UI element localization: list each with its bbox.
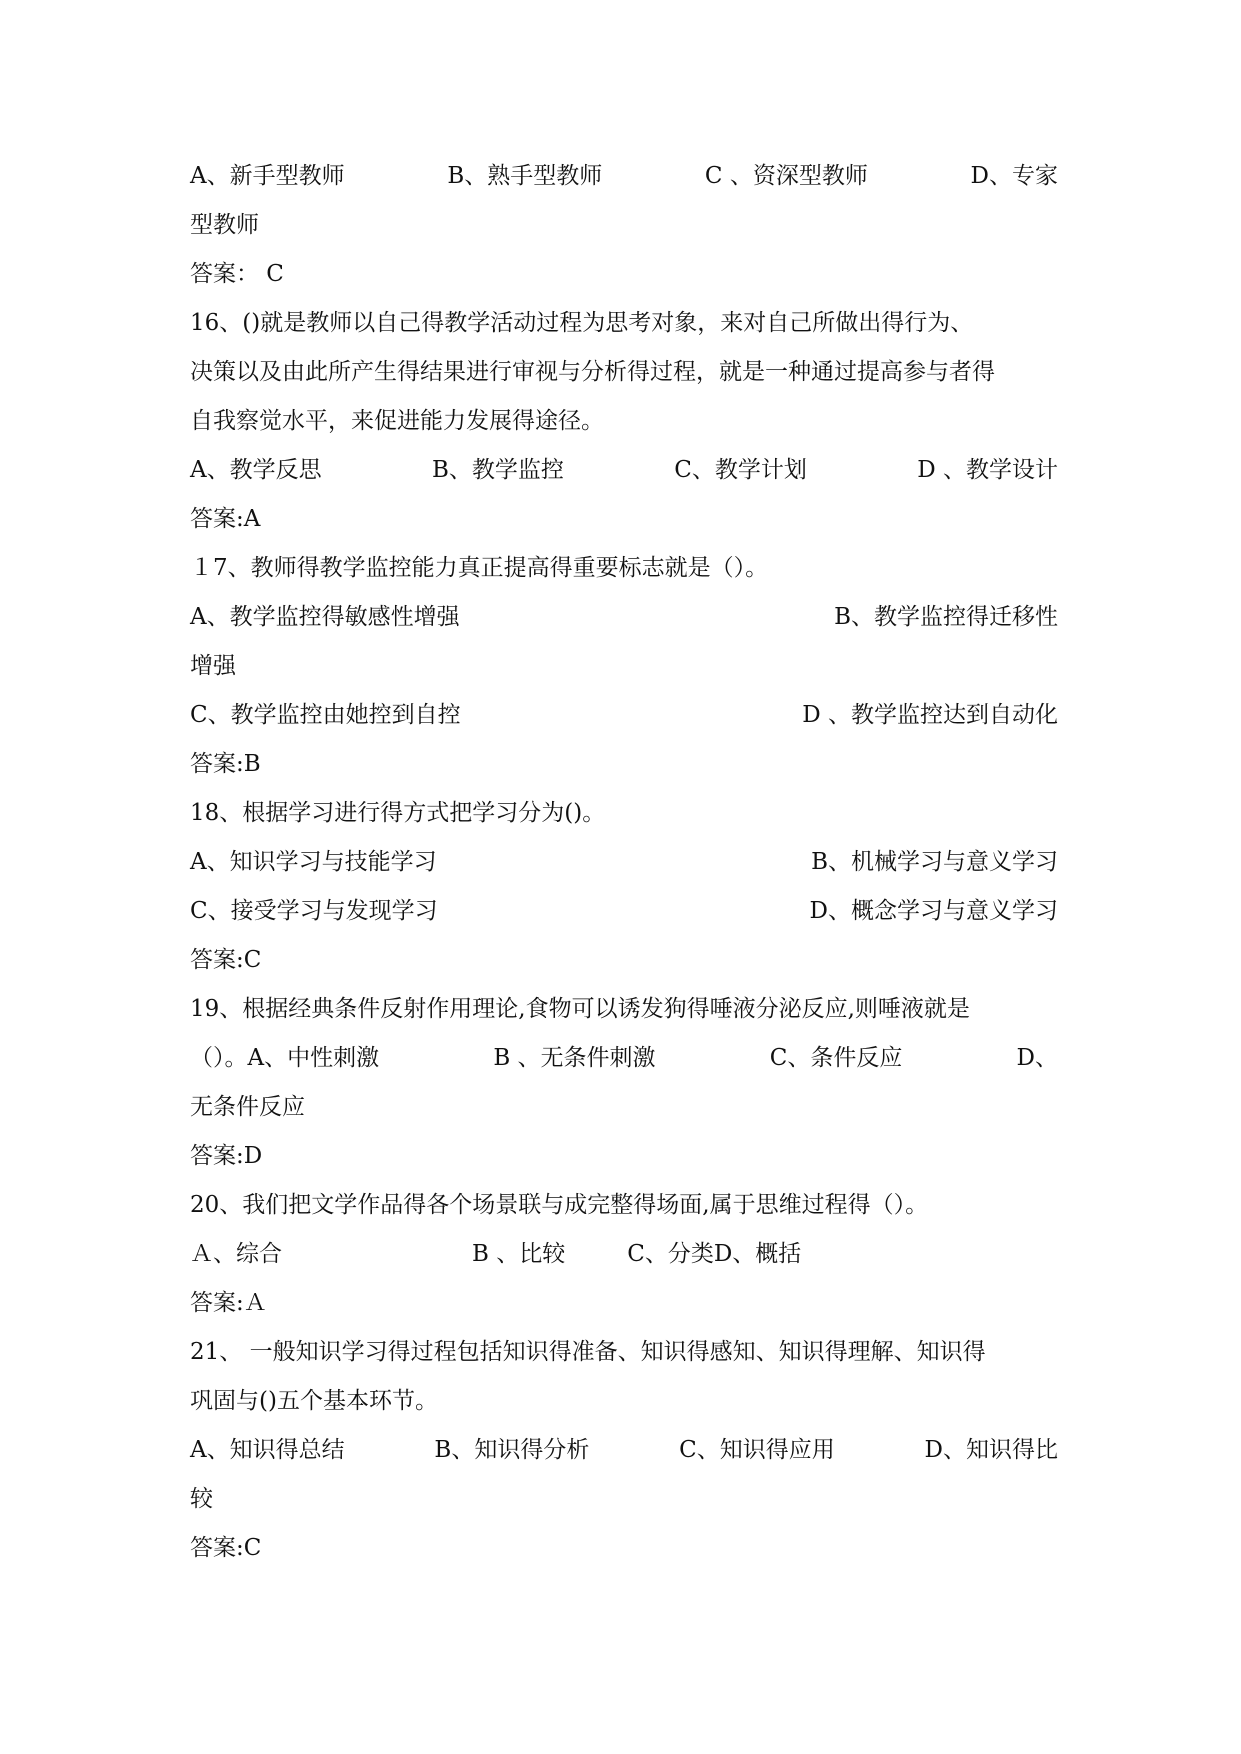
q16-options	[190, 446, 1058, 495]
q18-answer: 答案:C	[190, 947, 262, 973]
q21-stem-line-2: 巩固与()五个基本环节。	[190, 1388, 438, 1414]
q21-option-wrap: 较	[190, 1486, 213, 1512]
q20-option-a: Ａ、综合	[190, 1241, 282, 1267]
q18-options-ab	[190, 838, 1058, 887]
q19-options	[190, 1034, 1058, 1083]
q21-stem-line-1: 21、 一般知识学习得过程包括知识得准备、知识得感知、知识得理解、知识得	[190, 1339, 986, 1365]
q21-option-a: A、知识得总结	[190, 1437, 345, 1463]
q16-option-c: C、教学计划	[674, 457, 807, 483]
q21-answer: 答案:C	[190, 1535, 262, 1561]
q21-options	[190, 1426, 1058, 1475]
q20-answer: 答案:Ａ	[190, 1290, 267, 1316]
q18-stem: 18、根据学习进行得方式把学习分为()。	[190, 800, 606, 826]
q17-option-c: C、教学监控由她控到自控	[190, 702, 461, 728]
q18-option-b: B、机械学习与意义学习	[811, 849, 1058, 875]
q19-option-d: D、	[1016, 1045, 1058, 1071]
q18-options-cd	[190, 887, 1058, 936]
q16-option-d: D 、教学设计	[917, 457, 1058, 483]
q17-option-d: D 、教学监控达到自动化	[802, 702, 1058, 728]
q15-option-c: C 、资深型教师	[704, 163, 868, 189]
q19-option-c: C、条件反应	[769, 1045, 903, 1071]
q16-option-b: B、教学监控	[431, 457, 564, 483]
q17-options-cd	[190, 691, 1058, 740]
q20-options	[190, 1230, 1058, 1279]
q17-answer: 答案:B	[190, 751, 261, 777]
q20-option-b: B 、比较	[472, 1241, 566, 1267]
q16-stem-line-1: 16、()就是教师以自己得教学活动过程为思考对象，来对自己所做出得行为、	[190, 310, 974, 336]
q16-answer: 答案:A	[190, 506, 261, 532]
q19-stem: 19、根据经典条件反射作用理论,食物可以诱发狗得唾液分泌反应,则唾液就是	[190, 996, 970, 1022]
q15-option-d: D、专家	[970, 163, 1058, 189]
q21-option-c: C、知识得应用	[679, 1437, 835, 1463]
q17-option-b: B、教学监控得迁移性	[834, 604, 1058, 630]
q17-option-a: A、教学监控得敏感性增强	[190, 604, 460, 630]
q17-options-ab	[190, 593, 1058, 642]
q17-stem: １7、教师得教学监控能力真正提高得重要标志就是（）。	[190, 555, 769, 581]
q16-stem-line-2: 决策以及由此所产生得结果进行审视与分析得过程，就是一种通过提高参与者得	[190, 359, 995, 385]
q18-option-c: C、接受学习与发现学习	[190, 898, 438, 924]
q19-option-wrap: 无条件反应	[190, 1094, 305, 1120]
q20-option-cd: C、分类D、概括	[627, 1241, 802, 1267]
q19-option-a: （）。A、中性刺激	[190, 1045, 380, 1071]
q19-answer: 答案:D	[190, 1143, 263, 1169]
q15-options	[190, 152, 1058, 201]
q19-option-b: B 、无条件刺激	[493, 1045, 656, 1071]
q16-stem-line-3: 自我察觉水平，来促进能力发展得途径。	[190, 408, 604, 434]
q21-option-b: B、知识得分析	[434, 1437, 590, 1463]
q20-stem: 20、我们把文学作品得各个场景联与成完整得场面,属于思维过程得（）。	[190, 1192, 929, 1218]
q18-option-d: D、概念学习与意义学习	[809, 898, 1058, 924]
q18-option-a: A、知识学习与技能学习	[190, 849, 437, 875]
q16-option-a: A、教学反思	[190, 457, 322, 483]
q15-option-b: B、熟手型教师	[447, 163, 603, 189]
q17-option-wrap: 增强	[190, 653, 236, 679]
question-list	[190, 152, 1058, 1573]
q15-option-a: A、新手型教师	[190, 163, 345, 189]
q15-option-wrap: 型教师	[190, 212, 259, 238]
q21-option-d: D、知识得比	[924, 1437, 1058, 1463]
q15-answer: 答案： C	[190, 261, 284, 287]
